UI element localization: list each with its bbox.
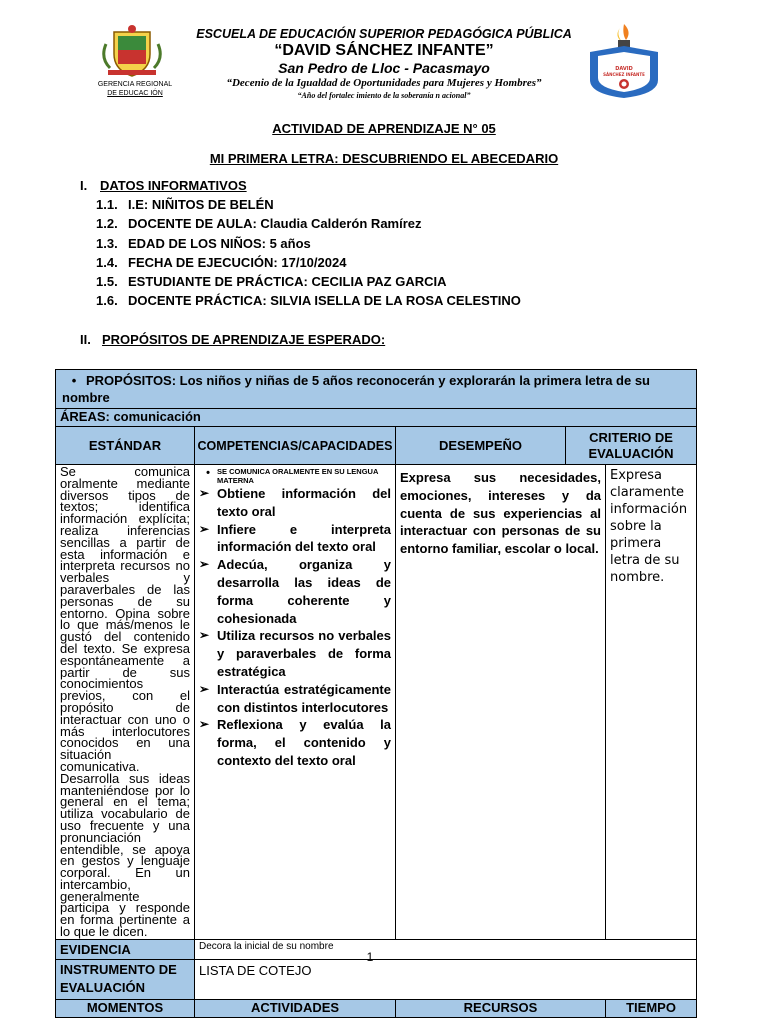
info-item (96, 197, 274, 212)
section-1-number: I. (80, 178, 88, 193)
school-location: San Pedro de Lloc - Pacasmayo (278, 60, 490, 76)
info-item-number: 1.1. (96, 197, 118, 212)
section-2-number: II. (80, 332, 91, 347)
propositos-cell (56, 370, 697, 409)
info-item-number: 1.3. (96, 236, 118, 251)
section-2-label: PROPÓSITOS DE APRENDIZAJE ESPERADO: (102, 332, 386, 347)
school-name: “DAVID SÁNCHEZ INFANTE” (274, 42, 494, 59)
evidencia-label: EVIDENCIA (56, 939, 195, 959)
capacidad-text: Reflexiona y evalúa la forma, el contenido y contexto del texto oral (217, 717, 391, 768)
capacidad-text: Adecúa, organiza y desarrolla las ideas de forma coherente y cohesionada (217, 557, 391, 626)
section-1-label: DATOS INFORMATIVOS (100, 178, 247, 193)
info-item (96, 216, 422, 231)
info-item-text: EDAD DE LOS NIÑOS: 5 años (128, 236, 311, 251)
instrumento-row (56, 959, 697, 999)
estandar-text: Se comunica oralmente mediante diversos tipos de textos; identifica información explícita; realiza inferencias sencillas a partir de esta información e interpreta recursos no verbales y paraverbales de las personas de su entorno. Opina sobre lo que más/menos le gustó del contenido del texto. Se expresa espontáneamente a partir de sus conocimientos previos, con el propósito de interactuar con uno o más interlocutores conocidos en una situación comunicativa. Desarrolla sus ideas manteniéndose por lo general en el tema; utiliza vocabulario de uso frecuente y una pronunciación entendible, se apoya en gestos y lenguaje corporal. En un intercambio, generalmente participa y responde en forma pertinente a lo que le dicen. (56, 465, 195, 940)
decade-motto: “Decenio de la Igualdad de Oportunidades para Mujeres y Hombres” (226, 77, 542, 89)
info-item-text: I.E: NIÑITOS DE BELÉN (128, 197, 274, 212)
header-tiempo: TIEMPO (606, 999, 697, 1017)
page-number: 1 (366, 950, 374, 964)
info-item-number: 1.6. (96, 293, 118, 308)
svg-text:DAVID: DAVID (615, 66, 633, 72)
criterio-text: Expresa claramente información sobre la primera letra de su nombre. (606, 465, 697, 940)
evidencia-value: Decora la inicial de su nombre (195, 939, 697, 959)
bullet-icon: • (71, 373, 77, 388)
info-item (96, 255, 346, 270)
capacidad-item (199, 681, 391, 717)
propositos-text: PROPÓSITOS: Los niños y niñas de 5 años reconocerán y explorarán la primera letra de su nombre (62, 373, 651, 405)
info-item-number: 1.5. (96, 274, 118, 289)
arrow-bullet-icon: ➢ (199, 628, 210, 643)
momentos-header-row (56, 999, 697, 1017)
content-row (56, 465, 697, 940)
info-item-number: 1.4. (96, 255, 118, 270)
info-item-number: 1.2. (96, 216, 118, 231)
arrow-bullet-icon: ➢ (199, 717, 210, 732)
arrow-bullet-icon: ➢ (199, 557, 210, 572)
svg-text:SÁNCHEZ INFANTE: SÁNCHEZ INFANTE (603, 72, 645, 77)
gerencia-line2: DE EDUCAC IÓN (107, 90, 163, 97)
info-item (96, 274, 447, 289)
capacidad-item (199, 716, 391, 769)
header-recursos: RECURSOS (396, 999, 606, 1017)
capacidad-text: Interactúa estratégicamente con distintos interlocutores (217, 681, 391, 715)
header-momentos: MOMENTOS (56, 999, 195, 1017)
capacidad-text: Infiere e interpreta información del texto oral (217, 521, 391, 555)
section-1-heading (80, 178, 247, 193)
arrow-bullet-icon: ➢ (199, 486, 210, 500)
arrow-bullet-icon: ➢ (199, 681, 210, 696)
arrow-bullet-icon: ➢ (199, 521, 210, 536)
competencia-heading (199, 467, 391, 485)
header-competencias: COMPETENCIAS/CAPACIDADES (195, 427, 396, 465)
competencia-text: SE COMUNICA ORALMENTE EN SU LENGUA MATERNA (217, 467, 379, 485)
capacidad-item (199, 556, 391, 627)
info-item (96, 236, 311, 251)
competencias-cell (195, 465, 396, 940)
desempeno-text: Expresa sus necesidades, emociones, intereses y da cuenta de sus experiencias al interactuar con personas de su entorno familiar, escolar o local. (396, 465, 606, 940)
header-row (56, 427, 697, 465)
instrumento-label: INSTRUMENTO DE EVALUACIÓN (56, 959, 195, 999)
section-2-heading (80, 332, 385, 347)
info-item (96, 293, 521, 308)
info-item-text: ESTUDIANTE DE PRÁCTICA: CECILIA PAZ GARCIA (128, 274, 447, 289)
areas-row (56, 409, 697, 427)
propositos-row (56, 370, 697, 409)
header-desempeno: DESEMPEÑO (396, 427, 566, 465)
learning-table (55, 369, 697, 1018)
year-motto: “Año del fortalec imiento de la soberanía n acional” (297, 91, 471, 100)
info-item-text: DOCENTE DE AULA: Claudia Calderón Ramírez (128, 216, 422, 231)
areas-cell: ÁREAS: comunicación (56, 409, 697, 427)
header-criterio: CRITERIO DE EVALUACIÓN (566, 427, 697, 465)
gerencia-line1: GERENCIA REGIONAL (97, 81, 173, 88)
capacidad-text: Obtiene información del texto oral (217, 486, 391, 519)
bullet-icon: • (206, 467, 210, 479)
info-item-text: FECHA DE EJECUCIÓN: 17/10/2024 (128, 255, 347, 270)
activity-title: ACTIVIDAD DE APRENDIZAJE N° 05 (272, 121, 496, 136)
capacidad-text: Utiliza recursos no verbales y paraverbales de forma estratégica (217, 628, 391, 679)
capacidad-item (199, 521, 391, 557)
info-item-text: DOCENTE PRÁCTICA: SILVIA ISELLA DE LA ROSA CELESTINO (128, 293, 521, 308)
instrumento-value: LISTA DE COTEJO (195, 959, 697, 999)
capacidad-item (199, 627, 391, 680)
capacidad-item (199, 485, 391, 521)
header-estandar: ESTÁNDAR (56, 427, 195, 465)
header-actividades: ACTIVIDADES (195, 999, 396, 1017)
activity-subtitle: MI PRIMERA LETRA: DESCUBRIENDO EL ABECEDARIO (209, 151, 559, 166)
school-type: ESCUELA DE EDUCACIÓN SUPERIOR PEDAGÓGICA PÚBLICA (196, 27, 572, 41)
